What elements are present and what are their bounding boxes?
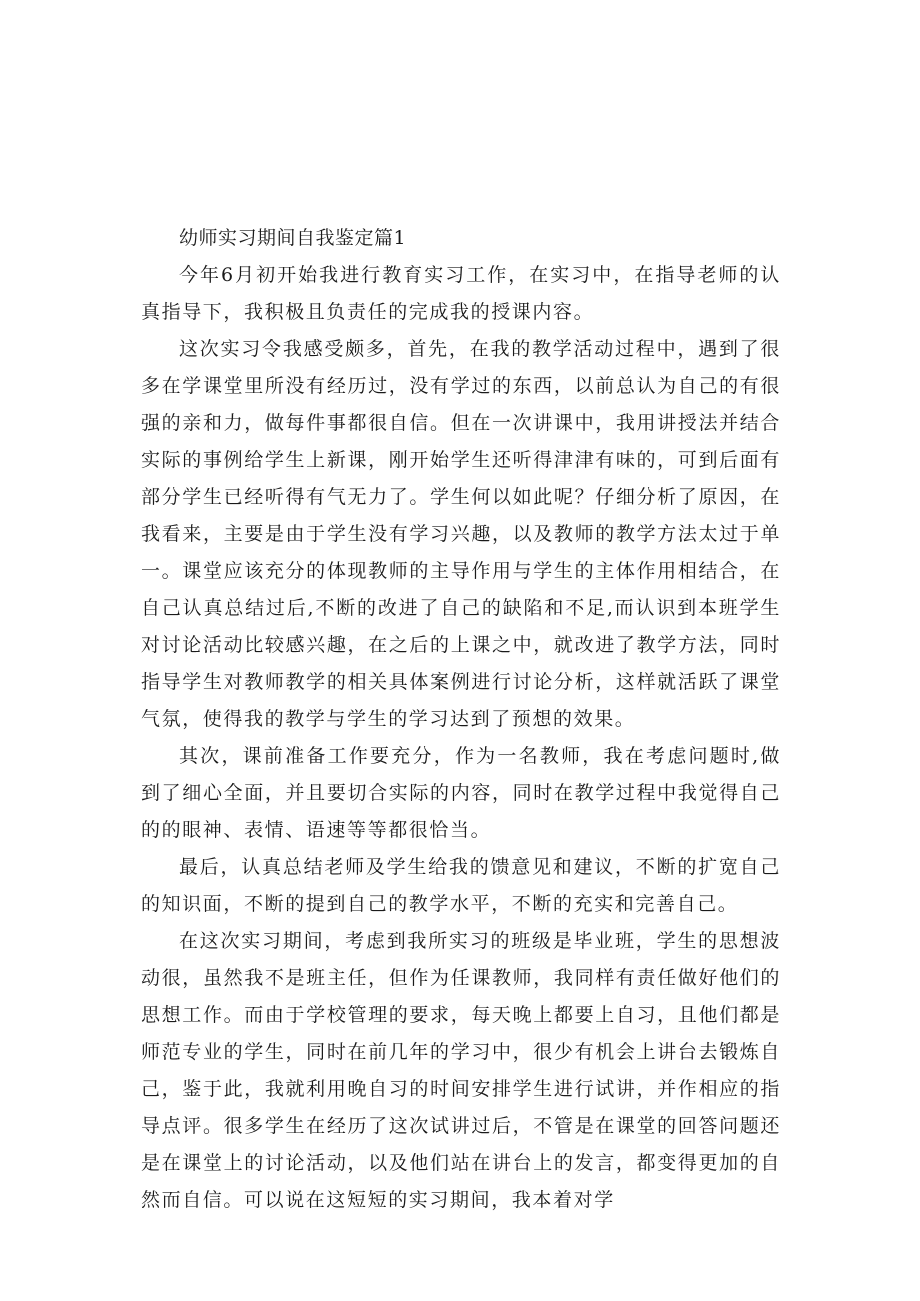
paragraph-4: 最后，认真总结老师及学生给我的馈意见和建议，不断的扩宽自己的知识面，不断的提到自己的教学水平，不断的充实和完善自己。	[141, 856, 781, 915]
paragraph-2: 这次实习令我感受颇多，首先，在我的教学活动过程中，遇到了很多在学课堂里所没有经历过，没有学过的东西，以前总认为自己的有很强的亲和力，做每件事都很自信。但在一次讲课中，我用讲授法并结合实际的事例给学生上新课，刚开始学生还听得津津有味的，可到后面有部分学生已经听得有气无力了。学生何以如此呢？仔细分析了原因，在我看来，主要是由于学生没有学习兴趣，以及教师的教学方法太过于单一。课堂应该充分的体现教师的主导作用与学生的主体作用相结合，在自己认真总结过后,不断的改进了自己的缺陷和不足,而认识到本班学生对讨论活动比较感兴趣，在之后的上课之中，就改进了教学方法，同时指导学生对教师教学的相关具体案例进行讨论分析，这样就活跃了课堂气氛，使得我的教学与学生的学习达到了预想的效果。	[141, 338, 781, 730]
paragraph-1: 今年6月初开始我进行教育实习工作，在实习中，在指导老师的认真指导下，我积极且负责任的完成我的授课内容。	[141, 264, 781, 323]
paragraph-3: 其次，课前准备工作要充分，作为一名教师，我在考虑问题时,做到了细心全面，并且要切合实际的内容，同时在教学过程中我觉得自己的的眼神、表情、语速等等都很恰当。	[141, 745, 781, 841]
paragraph-5: 在这次实习期间，考虑到我所实习的班级是毕业班，学生的思想波动很，虽然我不是班主任，但作为任课教师，我同样有责任做好他们的思想工作。而由于学校管理的要求，每天晚上都要上自习，且他们都是师范专业的学生，同时在前几年的学习中，很少有机会上讲台去锻炼自己，鉴于此，我就利用晚自习的时间安排学生进行试讲，并作相应的指导点评。很多学生在经历了这次试讲过后，不管是在课堂的回答问题还是在课堂上的讨论活动，以及他们站在讲台上的发言，都变得更加的自然而自信。可以说在这短短的实习期间，我本着对学	[141, 930, 781, 1211]
document-title: 幼师实习期间自我鉴定篇1	[179, 227, 407, 249]
document-body	[141, 220, 781, 1219]
